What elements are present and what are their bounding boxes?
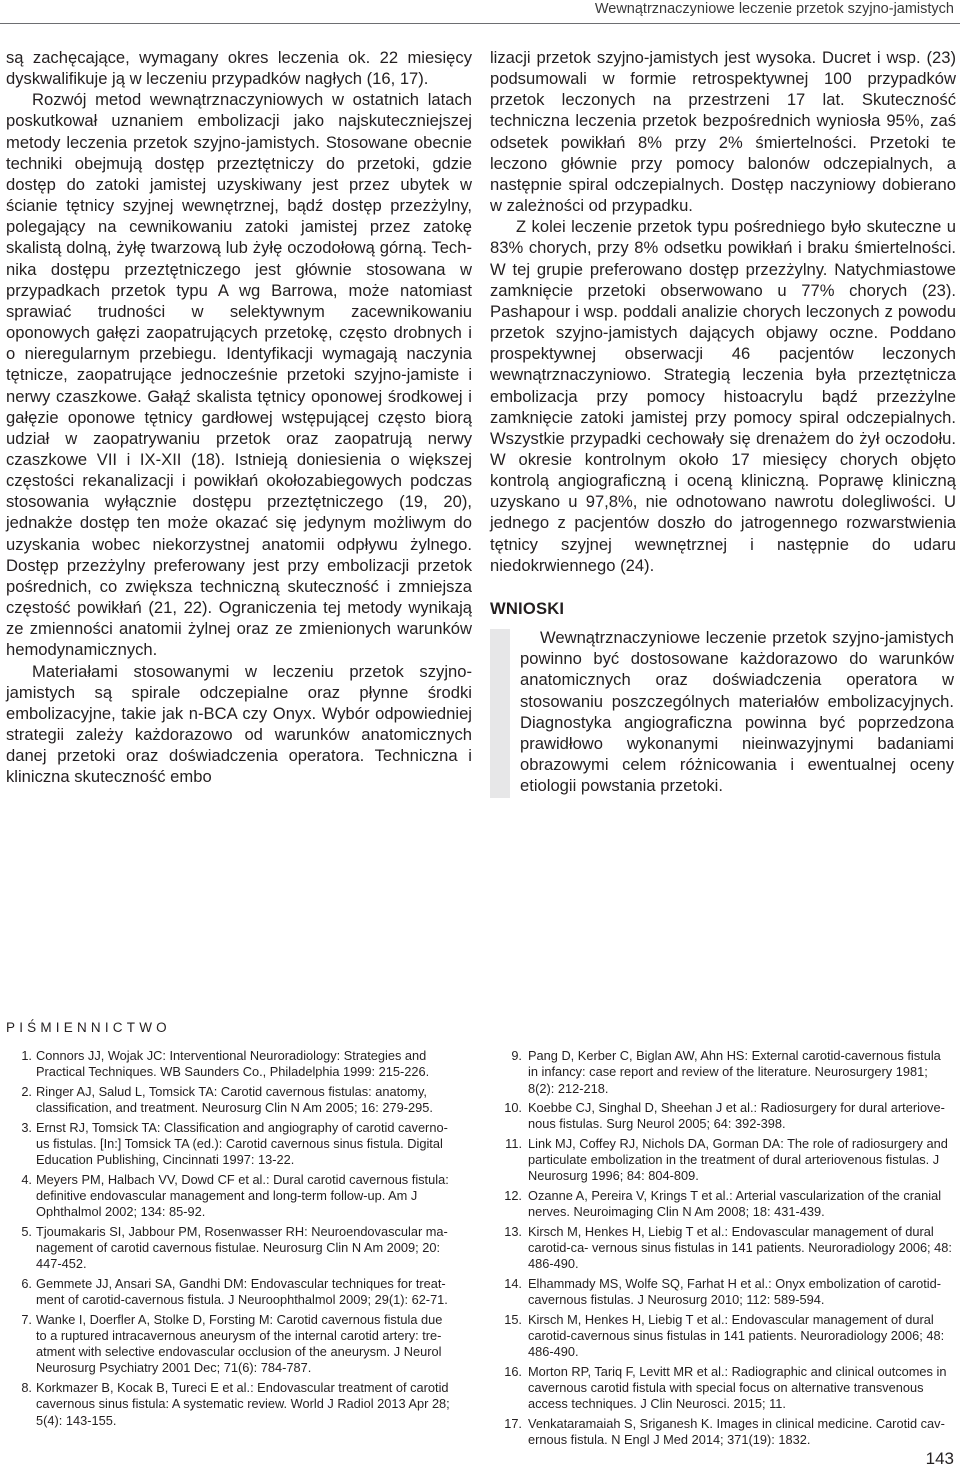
reference-item: [22, 1120, 456, 1169]
reference-text: Wanke I, Doerfler A, Stolke D, Forsting M: Carotid cavernous fistula due to a ruptured intracavernous aneurysm of the internal carotid artery: treatment with selective endovascular occlusion of the aneurysm. J Neurol Neurosurg Psychiatry 2001 Dec; 71(6): 784-787.: [36, 1311, 443, 1376]
reference-text: Connors JJ, Wojak JC: Interventional Neuroradiology: Strategies and Practical Techniques. WB Saunders Co., Philadelphia 1999: 215-226.: [36, 1048, 430, 1080]
reference-number: 12.: [504, 1187, 522, 1203]
reference-item: [22, 1312, 456, 1377]
reference-number: 6.: [21, 1275, 32, 1291]
paragraph: Materiałami stosowanymi w leczeniu przetok szyjno-jamistych są spirale odczepialne oraz płynne środki embolizacyjne, takie jak n-BCA czy Onyx. Wybór odpowiedniej strategii zależy każdorazowo od warunków anatomicznych danej przetoki oraz doświadczenia operatora. Techniczna i kliniczna skuteczność embo: [6, 661, 472, 787]
reference-item: [22, 1380, 456, 1429]
reference-text: Venkataramaiah S, Sriganesh K. Images in clinical medicine. Carotid cavernous fistula. N Engl J Med 2014; 371(19): 1832.: [528, 1415, 945, 1448]
reference-text: Ernst RJ, Tomsick TA: Classification and angiography of carotid cavernous fistulas. [In:] Tomsick TA (ed.): Carotid cavernous sinus fistula. Digital Education Publishing, Cincinnati 1997: 13-22.: [36, 1119, 448, 1168]
reference-item: [22, 1084, 456, 1117]
conclusions-heading: WNIOSKI: [490, 598, 565, 618]
paragraph: lizacji przetok szyjno-jamistych jest wysoka. Ducret i wsp. (23) podsumowali w formie retrospektywnej 100 przypadków przetok leczonych na przestrzeni 17 lat. Skuteczność techniczna leczenia przetok bezpośrednich wyniosła 95%, zaś odsetek powikłań 8% przy 2% śmiertelności. Przetoki te leczono głównie przy pomocy balonów odczepialnych, a następnie spiral odczepialnych. Dostęp naczyniowy dobierano w zależności od przypadku.: [490, 48, 956, 216]
paragraph: Z kolei leczenie przetok typu pośredniego było skuteczne u 83% chorych, przy 8% odsetku powikłań i braku śmiertelności. W tej grupie preferowano dostęp przezżylny. Natychmiastowe zamknięcie przetoki obserwowano u 77% chorych (23). Pashapour i wsp. poddali analizie chorych leczonych z powodu przetok szyjno-jamistych dających objawy oczne. Poddano prospektywnej obserwacji 46 pacjentów leczonych wewnątrznaczyniowo. Strategią leczenia była przeztętnicza embolizacja przy pomocy histoacrylu bądź przezżylne zamknięcie zatoki jamistej przy pomocy spiral odczepialnych. Wszystkie przypadki cechowały się drenażem do żył oczodołu. W okresie kontrolnym około 17 miesięcy chorych objęto kontrolą angiograficzną i oceną kliniczną. Poprawę kliniczną uzyskano u 97,8%, nie odnotowano nawrotu dolegliwości. U jednego z pacjentów doszło do jatrogennego rozwarstwienia tętnicy szyjnej wewnętrznej i następnie do udaru niedokrwiennego (24).: [490, 217, 956, 575]
running-head: Wewnątrznaczyniowe leczenie przetok szyjno-jamistych: [594, 1, 954, 17]
reference-number: 8.: [21, 1379, 32, 1395]
reference-number: 5.: [21, 1223, 32, 1239]
reference-number: 16.: [504, 1363, 522, 1379]
reference-item: [502, 1416, 954, 1449]
reference-number: 14.: [504, 1275, 522, 1291]
conclusions-text: Wewnątrznaczyniowe leczenie przetok szyjno-jamistych powinno być dostosowane każdorazowo do warunków anatomicznych oraz doświadczenia operatora w stosowaniu poszczególnych materiałów embolizacyjnych. Diagnostyka angiograficzna powinna być poprzedzona prawidłowo wykonanymi nieinwazyjnymi badaniami obrazowymi celem różnicowania i ewentualnej oceny etiologii powstania przetoki.: [520, 628, 954, 796]
reference-text: Korkmazer B, Kocak B, Tureci E et al.: Endovascular treatment of carotid cavernous sinus fistula: A systematic review. World J Radiol 2013 Apr 28; 5(4): 143-155.: [36, 1379, 450, 1428]
references-list-right: [502, 1048, 954, 1452]
reference-item: [22, 1224, 456, 1273]
reference-number: 9.: [511, 1048, 522, 1063]
reference-text: Tjoumakaris SI, Jabbour PM, Rosenwasser RH: Neuroendovascular management of carotid cavernous fistulae. Neurosurg Clin N Am 2009; 20: 447-452.: [36, 1223, 448, 1272]
reference-number: 11.: [505, 1135, 522, 1151]
left-text-column: [6, 47, 472, 787]
references-heading: PIŚMIENNICTWO: [6, 1020, 171, 1035]
reference-item: [502, 1188, 954, 1221]
reference-number: 10.: [504, 1100, 522, 1116]
right-text-column: [490, 47, 956, 798]
reference-text: Koebbe CJ, Singhal D, Sheehan J et al.: Radiosurgery for dural arteriovenous fistulas. Surg Neurol 2005; 64: 392-398.: [528, 1100, 945, 1132]
reference-number: 13.: [504, 1223, 522, 1239]
reference-text: Elhammady MS, Wolfe SQ, Farhat H et al.: Onyx embolization of carotid-cavernous fistulas. J Neurosurg 2010; 112: 589-594.: [528, 1275, 941, 1308]
reference-text: Morton RP, Tariq F, Levitt MR et al.: Radiographic and clinical outcomes in cavernous carotid fistula with special focus on alternative transvenous access techniques. J Clin Neurosci. 2015; 11.: [528, 1363, 947, 1412]
reference-item: [22, 1048, 456, 1081]
reference-item: [502, 1224, 954, 1273]
reference-item: [502, 1312, 954, 1361]
reference-number: 7.: [21, 1311, 32, 1327]
header-rule: [0, 23, 960, 24]
reference-text: Ringer AJ, Salud L, Tomsick TA: Carotid cavernous fistulas: anatomy, classification, and treatment. Neurosurg Clin N Am 2005; 16: 279-295.: [36, 1083, 433, 1116]
reference-text: Gemmete JJ, Ansari SA, Gandhi DM: Endovascular techniques for treatment of carotid-cavernous fistula. J Neuroophthalmol 2009; 29(1): 62-71.: [36, 1275, 448, 1308]
reference-item: [22, 1172, 456, 1221]
reference-text: Meyers PM, Halbach VV, Dowd CF et al.: Dural carotid cavernous fistula: definitive endovascular management and long-term follow-up. Am J Ophthalmol 2002; 134: 85-92.: [36, 1171, 449, 1220]
reference-number: 1.: [21, 1048, 32, 1063]
reference-text: Kirsch M, Henkes H, Liebig T et al.: Endovascular management of dural carotid-cavernous sinus fistulas in 141 patients. Neuroradiology 2006; 48: 486-490.: [528, 1311, 945, 1360]
reference-item: [502, 1100, 954, 1133]
reference-item: [502, 1136, 954, 1185]
reference-number: 4.: [21, 1171, 32, 1187]
references-list-left: [22, 1048, 456, 1432]
reference-item: [22, 1276, 456, 1309]
reference-number: 2.: [21, 1083, 32, 1099]
reference-number: 15.: [504, 1311, 522, 1327]
reference-text: Kirsch M, Henkes H, Liebig T et al.: Endovascular management of dural carotid-ca- vernous sinus fistulas in 141 patients. Neuroradiology 2006; 48: 486-490.: [528, 1223, 952, 1272]
paragraph: są zachęcające, wymagany okres leczenia ok. 22 miesięcy dyskwalifikuje ją w leczeniu przypadków nagłych (16, 17).: [6, 48, 472, 89]
reference-item: [502, 1048, 954, 1097]
reference-item: [502, 1364, 954, 1413]
reference-text: Pang D, Kerber C, Biglan AW, Ahn HS: External carotid-cavernous fistula in infancy: case report and review of the literature. Neurosurgery 1981; 8(2): 212-218.: [528, 1048, 941, 1096]
reference-number: 3.: [21, 1119, 32, 1135]
reference-text: Link MJ, Coffey RJ, Nichols DA, Gorman DA: The role of radiosurgery and particulate embolization in the treatment of dural arteriovenous fistulas. J Neurosurg 1996; 84: 804-809.: [528, 1135, 948, 1184]
conclusions-box: [490, 625, 956, 798]
reference-text: Ozanne A, Pereira V, Krings T et al.: Arterial vascularization of the cranial nerves. Neuroimaging Clin N Am 2008; 18: 431-439.: [528, 1187, 942, 1220]
paragraph: Rozwój metod wewnątrznaczyniowych w ostatnich latach poskutkował uznaniem embolizacji jako najskuteczniejszej metody leczenia przetok szyjno-jamistych. Stosowane obecnie techniki obejmują dostęp przeztętniczy do przetoki, gdzie dostęp do zatoki jamistej uzyskiwany jest przez ubytek w ścianie tętnicy szyjnej wewnętrznej, bądź dostęp przezżylny, polegający na cewnikowaniu zatoki jamistej przez zatokę skalistą dolną, żyłę twarzową lub żyłę oczodołową górną. Technika dostępu przeztętniczego jest głównie stosowana w przypadkach przetok typu A wg Barrowa, może natomiast sprawiać trudności w selektywnym zacewnikowaniu oponowych gałęzi zaopatrujących przetokę, często drobnych i o nieregularnym przebiegu. Identyfikacji wymagają naczynia tętnicze, zaopatrujące jednocześnie przetoki szyjno-jamiste i nerwy czaszkowe. Gałąź skalista tętnicy oponowej środkowej i gałęzie oponowe tętnicy gardłowej wstępującej często biorą udział w zaopatrywaniu przetok oraz zaopatrują nerwy czaszkowe VII i IX-XII (18). Istnieją doniesienia o większej częstości rekanalizacji i powikłań okołozabiegowych podczas stosowania wyłącznie dostępu przeztętniczego (19, 20), jednakże dostęp ten może okazać się jedynym możliwym do uzyskania wobec niekorzystnej anatomii odpływu żylnego. Dostęp przezżylny preferowany jest przy embolizacji przetok pośrednich, co zwiększa techniczną skuteczność i zmniejsza częstość powikłań (21, 22). Ograniczenia tej metody wynikają ze zmienności anatomii żylnej oraz ze zmienionych warunków hemodynamicznych.: [6, 90, 472, 660]
reference-item: [502, 1276, 954, 1309]
page-number: 143: [925, 1449, 954, 1468]
reference-number: 17.: [504, 1415, 522, 1431]
